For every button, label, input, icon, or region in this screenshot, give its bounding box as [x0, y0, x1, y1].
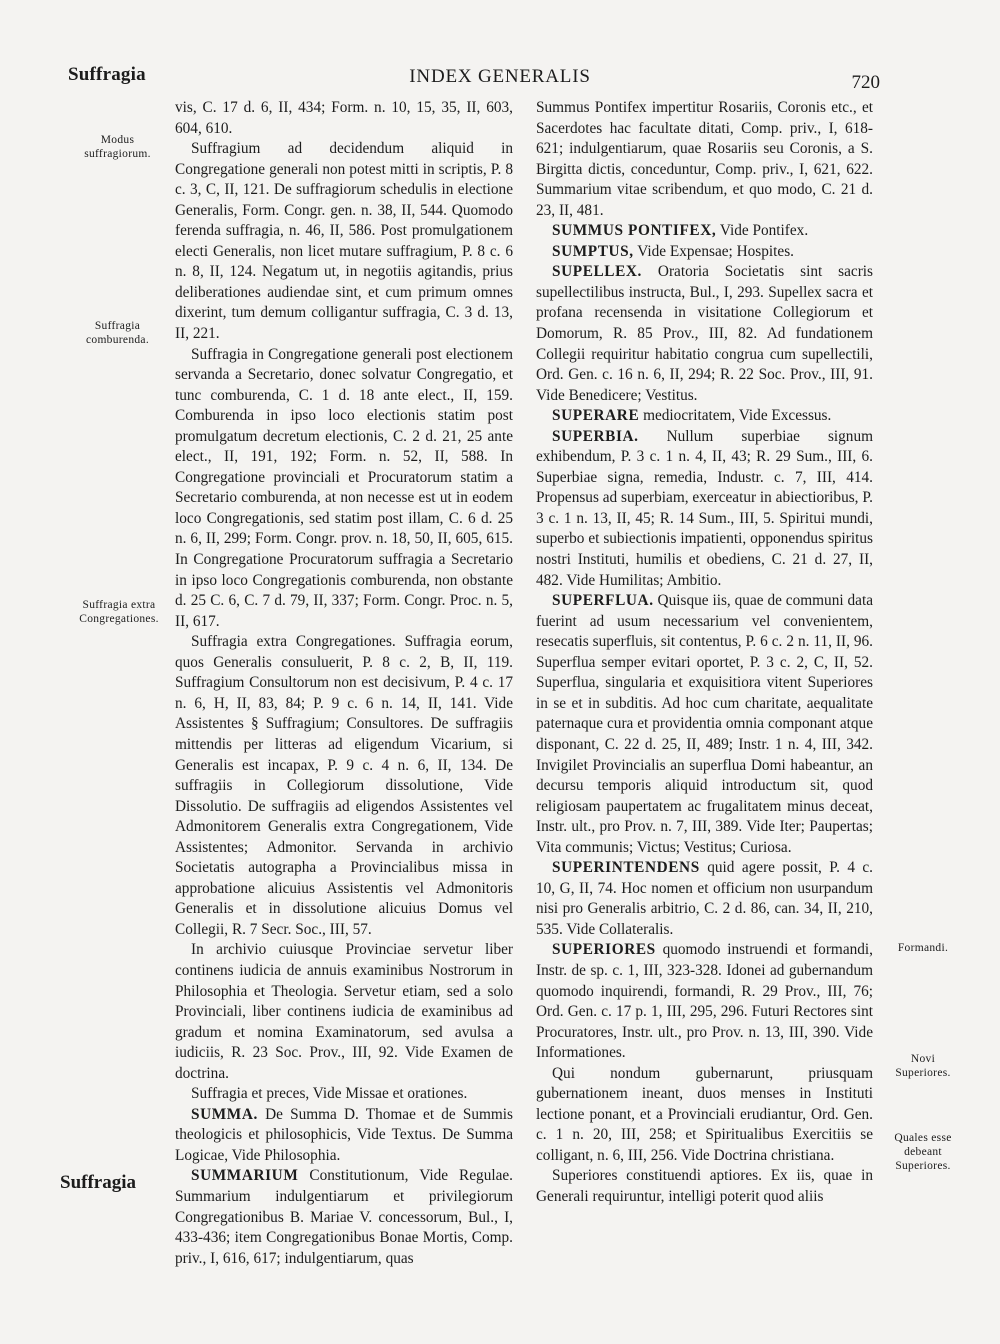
index-keyword: SUPELLEX.: [552, 263, 642, 281]
index-entry: [175, 940, 513, 1084]
index-entry: [175, 98, 513, 139]
page-number: 720: [851, 72, 880, 93]
index-entry: [175, 1105, 513, 1167]
index-entry-text: Suffragia et preces, Vide Missae et orationes.: [191, 1085, 468, 1103]
index-entry-text: De Summa D. Thomae et de Summis theologicis et philosophicis, Vide Textus. De Summa Logicae, Vide Philosophia.: [175, 1105, 513, 1164]
index-entry: [175, 139, 513, 344]
index-keyword: SUMMUS PONTIFEX,: [552, 222, 717, 240]
index-entry: [536, 591, 873, 858]
index-entry-text: Qui nondum gubernarunt, priusquam gubernationem ineant, duos menses in Instituti lectione ponant, et a Provinciali erudiantur, Ord. Gen. c. 1 n. 20, III, 258; et Spiritualibus Exercitiis se colligant, n. 6, III, 256. Vide Doctrina christiana.: [536, 1064, 873, 1164]
index-entry-text: Quisque iis, quae de communi data fuerint ad usum necessarium vel convenientem, resecatis superfluis, sit contentus, P. 6 c. 2 n. 11, II, 96. Superflua semper evitari oportet, P. 3 c. 2, C, II, 52. Superflua, singularia et exquisitiora vitent Superiores in se et in subditis. Ad hoc cum charitate, aequalitate paternaque cura et providentia omnia componant atque disponant, C. 22 d. 25, II, 489; Instr. 1 n. 4, III, 342. Invigilet Provincialis an superflua Domi habeantur, an decursu temporis aliquid introductum sit, quod religiosam paupertatem ac frugalitatem minus deceat, Instr. ult., pro Prov. n. 7, III, 389. Vide Iter; Paupertas; Vita communis; Victus; Vestitus; Curiosa.: [536, 592, 873, 856]
index-entry-text: Vide Pontifex.: [719, 222, 809, 240]
index-entry-text: quomodo instruendi et formandi, Instr. de sp. c. 1, III, 323-328. Idonei ad gubernandum quomodo inquirendi, formandi, R. 29 Prov., III, 76; Ord. Gen. c. 17 p. 1, III, 295, 296. Futuri Rectores sint Procuratores, Instr. ult., pro Prov. n. 13, III, 390. Vide Informationes.: [536, 941, 873, 1062]
index-entry: [536, 262, 873, 406]
index-entry: [536, 406, 873, 427]
index-entry-text: Suffragium ad decidendum aliquid in Congregatione generali non potest mitti in scriptis, P. 8 c. 3, C, II, 121. De suffragiorum schedulis in electione Generalis, Form. Congr. gen. n. 38, II, 544. Quomodo ferenda suffragia, n. 46, II, 586. Post promulgationem electi Generalis, non licet mutare suffragium, P. 8 c. 6 n. 8, II, 124. Negatum ut, in negotiis agitandis, prius deliberationes audiendae sint, et cum primum omnes dixerint, tum demum colligantur suffragia, C. 3 d. 13, II, 221.: [175, 140, 513, 343]
index-entry: [175, 1084, 513, 1105]
index-keyword: SUPERINTENDENS: [552, 859, 700, 877]
index-entry-text: Suffragia extra Congregationes. Suffragia eorum, quos Generalis consuluerit, P. 8 c. 2, B, II, 119. Suffragium Consultorum non est decisivum, P. 4 c. 17 n. 6, H, II, 83, 84; P. 9 c. 6 n. 14, II, 141. Vide Assistentes § Suffragium; Consultores. De suffragiis mittendis per litteras ad eligendum Vicarium, si Generalis est incapax, P. 9 c. 4 n. 6, II, 134. De suffragiis in Collegiorum dissolutione, Vide Dissolutio. De suffragiis ad eligendos Assistentes vel Admonitorem Generalis extra Congregationem, Vide Assistentes; Admonitor. Servanda in archivio Societatis autographa a Provincialibus missa in approbatione alicuius Assistentis vel Admonitoris Generalis et in dissolutione alicuius Domus vel Collegii, R. 7 Secr. Soc., III, 57.: [175, 633, 513, 938]
index-entry: [175, 345, 513, 633]
index-entry-text: Constitutionum, Vide Regulae. Summarium indulgentiarum et privilegiorum Congregationibus B. Mariae V. concessorum, Bul., I, 433-436; item Congregationibus Bonae Mortis, Comp. priv., I, 616, 617; indulgentiarum, quas: [175, 1167, 513, 1267]
index-column-right: [536, 98, 873, 1208]
index-entry: [536, 221, 873, 242]
index-keyword: SUMMARIUM: [191, 1167, 299, 1185]
index-keyword: SUPERBIA.: [552, 427, 639, 445]
page-title: INDEX GENERALIS: [409, 66, 591, 87]
margin-note-extra-congregationes: Suffragia extra Congregationes.: [79, 599, 159, 625]
index-entry-text: Oratoria Societatis sint sacris supellectilibus instructa, Bul., I, 293. Supellex sacra et profana recensenda in visitatione Collegiorum et Domorum, R. 85 Prov., III, 82. Ad fundationem Collegii requiritur habitatio congrua cum supellectili, Ord. Gen. c. 16 n. 6, II, 294; R. 22 Soc. Prov., III, 91. Vide Benedicere; Vestitus.: [536, 263, 874, 404]
index-entry-text: Summus Pontifex impertitur Rosariis, Coronis etc., et Sacerdotes hac facultate ditati, Comp. priv., I, 618-621; indulgentiarum, quae Rosariis seu Coronis, a S. Birgitta dictis, conceduntur, Comp. priv., I, 621, 622. Summarium vitae scribendum, et quo modo, C. 21 d. 23, II, 481.: [536, 99, 873, 219]
index-entry-text: Superiores constituendi aptiores. Ex iis, quae in Generali requiruntur, intelligi poterit quod aliis: [536, 1167, 873, 1205]
index-entry: [536, 427, 873, 591]
index-entry: [175, 1166, 513, 1269]
index-entry: [175, 632, 513, 940]
index-entry-text: Vide Expensae; Hospites.: [637, 242, 794, 260]
index-keyword: SUMMA.: [191, 1105, 258, 1123]
index-keyword: SUPERIORES: [552, 941, 656, 959]
catchword: Suffragia: [60, 1172, 136, 1193]
index-keyword: SUPERARE: [552, 407, 640, 425]
index-keyword: SUMPTUS,: [552, 242, 634, 260]
index-entry: [536, 98, 873, 221]
index-entry: [536, 940, 873, 1063]
index-entry-text: quid agere possit, P. 4 c. 10, G, II, 74. Hoc nomen et officium non usurpandum nisi pro Generalis arbitrio, C. 2 d. 86, can. 34, II, 210, 535. Vide Collateralis.: [536, 859, 874, 938]
index-entry: [536, 1064, 873, 1167]
index-entry-text: Suffragia in Congregatione generali post electionem servanda a Secretario, donec solvatur Congregatio, et tunc comburenda, C. 1 d. 18 ante elect., II, 159. Comburenda in ipso loco electionis statim post promulgatum decretum electionis, C. 2 d. 21, 25 ante elect., II, 191, 192; Form. n. 52, II, 588. In Congregatione provinciali et Procuratorum statim a Secretario comburenda, at non necesse est ut in eodem loco Congregationis, sed statim post illam, C. 6 d. 25 n. 6, II, 299; Form. Congr. prov. n. 18, 50, II, 605, 615. In Congregatione Procuratorum suffragia a Secretario in ipso loco Congregationis comburenda, non obstante d. 25 C. 6, C. 7 d. 79, II, 337; Form. Congr. Proc. n. 5, II, 617.: [175, 345, 513, 630]
index-entry: [536, 242, 873, 263]
margin-note-novi-superiores: Novi Superiores.: [895, 1053, 951, 1079]
margin-note-quales-superiores: Quales esse debeant Superiores.: [894, 1132, 952, 1172]
index-entry-text: Nullum superbiae signum exhibendum, P. 3 c. 1 n. 4, II, 43; R. 29 Sum., III, 6. Superbiae signa, remedia, Industr. c. 7, III, 414. Propensus ad superbiam, exerceatur in abiectioribus, P. 3 c. 1 n. 13, II, 45; R. 14 Sum., III, 5. Spiritui mundi, superbo et subiectionis impatienti, opponendus spiritus nostri Instituti, humilis et obediens, C. 21 d. 27, II, 482. Vide Humilitas; Ambitio.: [536, 427, 873, 589]
margin-note-modus: Modus suffragiorum.: [84, 134, 151, 160]
index-entry: [536, 1166, 873, 1207]
index-entry-text: vis, C. 17 d. 6, II, 434; Form. n. 10, 15, 35, II, 603, 604, 610.: [175, 99, 513, 137]
index-keyword: SUPERFLUA.: [552, 592, 654, 610]
index-entry-text: mediocritatem, Vide Excessus.: [643, 407, 832, 425]
index-entry: [536, 858, 873, 940]
index-column-left: [175, 98, 513, 1269]
margin-note-comburenda: Suffragia comburenda.: [85, 320, 149, 346]
index-entry-text: In archivio cuiusque Provinciae servetur liber continens iudicia de annuis examinibus Nostrorum in Philosophia et Theologia. Servetur etiam, sed a solo Provinciali, liber continens iudicia de examinibus ad gradum et nomina Examinatorum, sed avulsa a iudiciis, R. 23 Soc. Prov., III, 92. Vide Examen de doctrina.: [175, 941, 513, 1082]
running-head-left: Suffragia: [68, 64, 146, 85]
margin-note-formandi: Formandi.: [897, 942, 949, 954]
